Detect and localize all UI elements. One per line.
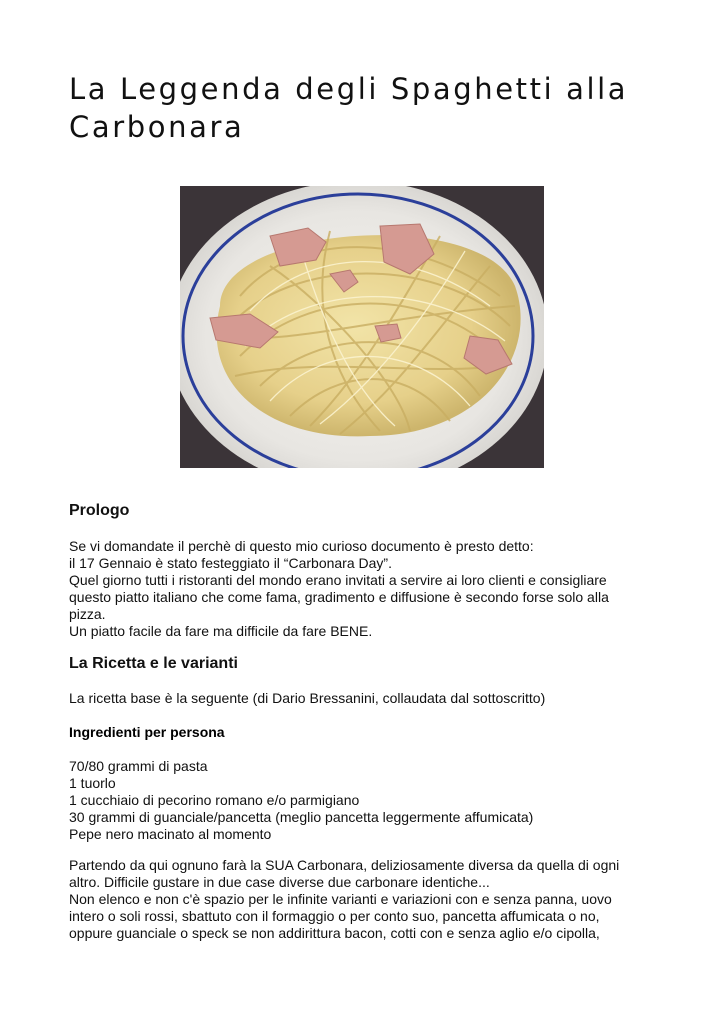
carbonara-photo	[180, 186, 544, 468]
text-line: Quel giorno tutti i ristoranti del mondo erano invitati a servire ai loro clienti e consigliare	[69, 572, 607, 588]
ingredients-heading: Ingredienti per persona	[69, 724, 225, 740]
ingredient-item: 1 cucchiaio di pecorino romano e/o parmigiano	[69, 792, 360, 808]
carbonara-plate-illustration	[180, 186, 544, 468]
ingredients-list	[69, 758, 669, 843]
ingredient-item: 1 tuorlo	[69, 775, 116, 791]
document-title: La Leggenda degli Spaghetti alla Carbonara	[69, 72, 629, 144]
section-heading-prologo: Prologo	[69, 502, 130, 519]
ricetta-intro	[69, 690, 669, 707]
ingredient-item: 30 grammi di guanciale/pancetta (meglio pancetta leggermente affumicata)	[69, 809, 534, 825]
text-line: questo piatto italiano che come fama, gradimento e diffusione è secondo forse solo alla	[69, 589, 609, 605]
text-line: Se vi domandate il perchè di questo mio curioso documento è presto detto:	[69, 538, 534, 554]
ingredient-item: 70/80 grammi di pasta	[69, 758, 208, 774]
text-line: Un piatto facile da fare ma difficile da fare BENE.	[69, 623, 373, 639]
ingredient-item: Pepe nero macinato al momento	[69, 826, 272, 842]
text-line: intero o soli rossi, sbattuto con il formaggio o per conto suo, pancetta affumicata o no,	[69, 908, 600, 924]
text-line: Non elenco e non c'è spazio per le infinite varianti e variazioni con e senza panna, uovo	[69, 891, 612, 907]
text-line: La ricetta base è la seguente (di Dario Bressanini, collaudata dal sottoscritto)	[69, 690, 546, 706]
prologo-paragraph	[69, 538, 669, 640]
text-line: altro. Difficile gustare in due case diverse due carbonare identiche...	[69, 874, 490, 890]
text-line: il 17 Gennaio è stato festeggiato il “Carbonara Day”.	[69, 555, 392, 571]
section-heading-ricetta: La Ricetta e le varianti	[69, 655, 238, 672]
text-line: oppure guanciale o speck se non addirittura bacon, cotti con e senza aglio e/o cipolla,	[69, 925, 600, 941]
text-line: pizza.	[69, 606, 106, 622]
variants-paragraph	[69, 857, 669, 942]
text-line: Partendo da qui ognuno farà la SUA Carbonara, deliziosamente diversa da quella di ogni	[69, 857, 620, 873]
